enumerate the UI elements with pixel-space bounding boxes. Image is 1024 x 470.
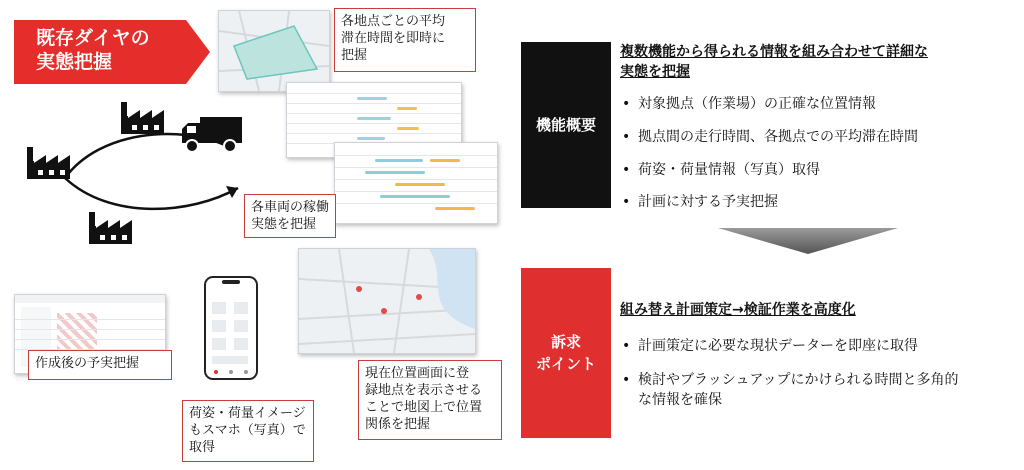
overview-bullet: • 対象拠点（作業場）の正確な位置情報: [622, 96, 876, 112]
photo-callout: 荷姿・荷量イメージ もスマホ（写真）で 取得: [182, 400, 314, 462]
location-map-screenshot: [298, 248, 476, 354]
map-lines: [299, 249, 475, 353]
overview-bullet: • 荷姿・荷量情報（写真）取得: [622, 162, 820, 178]
down-arrow-icon: [718, 228, 898, 254]
appeal-label: 訴求 ポイント: [521, 268, 611, 438]
stay-map-screenshot: [218, 10, 330, 92]
factory-icon: [24, 145, 70, 179]
banner-title: 既存ダイヤの 実態把握: [36, 27, 150, 73]
vehicle-gantt-screenshot: [334, 142, 498, 224]
truck-icon: [180, 115, 244, 155]
map-polygon: [219, 11, 329, 91]
factory-icon: [118, 100, 164, 134]
smartphone-icon: [204, 276, 258, 380]
overview-heading: 複数機能から得られる情報を組み合わせて詳細な 実態を把握: [620, 44, 928, 80]
appeal-heading: 組み替え計画策定→検証作業を高度化: [620, 302, 856, 318]
overview-label: 機能概要: [521, 42, 611, 208]
factory-icon: [86, 210, 132, 244]
plan-actual-callout: 作成後の予実把握: [28, 350, 172, 380]
overview-bullet: • 計画に対する予実把握: [622, 194, 778, 210]
appeal-bullet: • 計画策定に必要な現状データーを即座に取得: [622, 338, 918, 354]
map-points-callout: 現在位置画面に登 録地点を表示させる ことで地図上で位置 関係を把握: [358, 360, 502, 440]
vehicle-ops-callout: 各車両の稼働 実態を把握: [244, 194, 336, 238]
stay-time-callout: 各地点ごとの平均 滞在時間を即時に 把握: [334, 8, 476, 72]
overview-bullet: • 拠点間の走行時間、各拠点での平均滞在時間: [622, 129, 918, 145]
appeal-bullet: • 検討やブラッシュアップにかけられる時間と多角的: [622, 372, 959, 388]
appeal-bullet-cont: な情報を確保: [638, 392, 722, 408]
